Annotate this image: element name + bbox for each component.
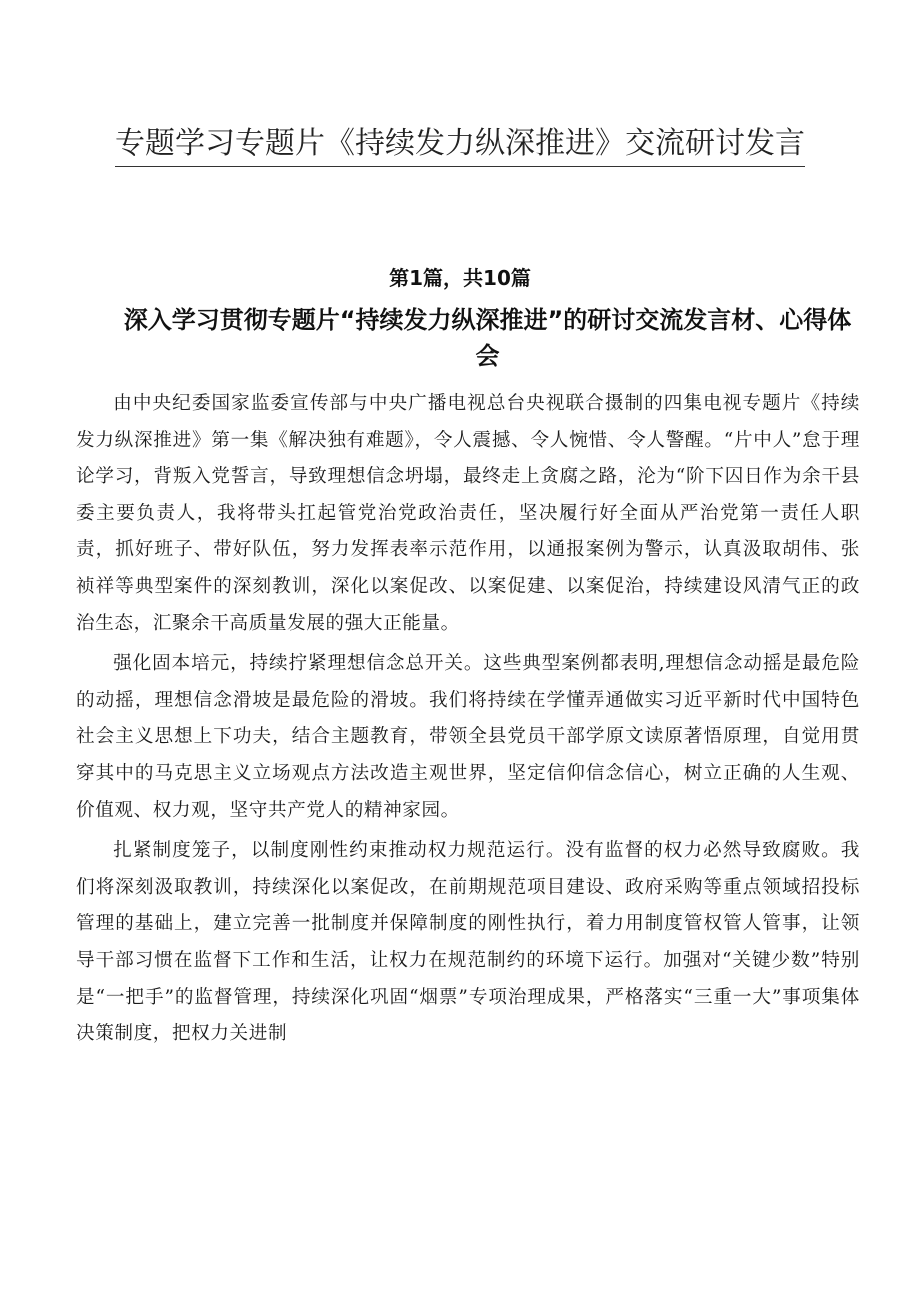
paragraph: 由中央纪委国家监委宣传部与中央广播电视总台央视联合摄制的四集电视专题片《持续发力纵深推进》第一集《解决独有难题》，令人震撼、令人惋惜、令人警醒。“片中人”怠于理论学习，背叛入党誓言，导致理想信念坍塌，最终走上贪腐之路，沦为“阶下囚日作为余干县委主要负责人，我将带头扛起管党治党政治责任，坚决履行好全面从严治党第一责任人职责，抓好班子、带好队伍，努力发挥表率示范作用，以通报案例为警示，认真汲取胡伟、张祯祥等典型案件的深刻教训，深化以案促改、以案促建、以案促治，持续建设风清气正的政治生态，汇聚余干高质量发展的强大正能量。 — [76, 393, 860, 634]
article-title: 深入学习贯彻专题片“持续发力纵深推进”的研讨交流发言材、心得体会 — [123, 306, 852, 370]
paragraph: 强化固本培元，持续拧紧理想信念总开关。这些典型案例都表明,理想信念动摇是最危险的动摇，理想信念滑坡是最危险的滑坡。我们将持续在学懂弄通做实习近平新时代中国特色社会主义思想上下功夫，结合主题教育，带领全县党员干部学原文读原著悟原理，自觉用贯穿其中的马克思主义立场观点方法改造主观世界，坚定信仰信念信心，树立正确的人生观、价值观、权力观，坚守共产党人的精神家园。 — [76, 653, 860, 821]
document-title — [0, 118, 920, 167]
part-label: 第1篇，共10篇 — [389, 266, 531, 290]
article-body — [76, 386, 860, 1057]
paragraph: 扎紧制度笼子，以制度刚性约束推动权力规范运行。没有监督的权力必然导致腐败。我们将深刻汲取教训，持续深化以案促改，在前期规范项目建设、政府采购等重点领域招投标管理的基础上，建立完善一批制度并保障制度的刚性执行，着力用制度管权管人管事，让领导干部习惯在监督下工作和生活，让权力在规范制约的环境下运行。加强对“关键少数”特别是“一把手”的监督管理，持续深化巩固“烟票”专项治理成果，严格落实“三重一大”事项集体决策制度，把权力关进制 — [76, 840, 860, 1045]
document-title-text: 专题学习专题片《持续发力纵深推进》交流研讨发言 — [115, 118, 805, 167]
